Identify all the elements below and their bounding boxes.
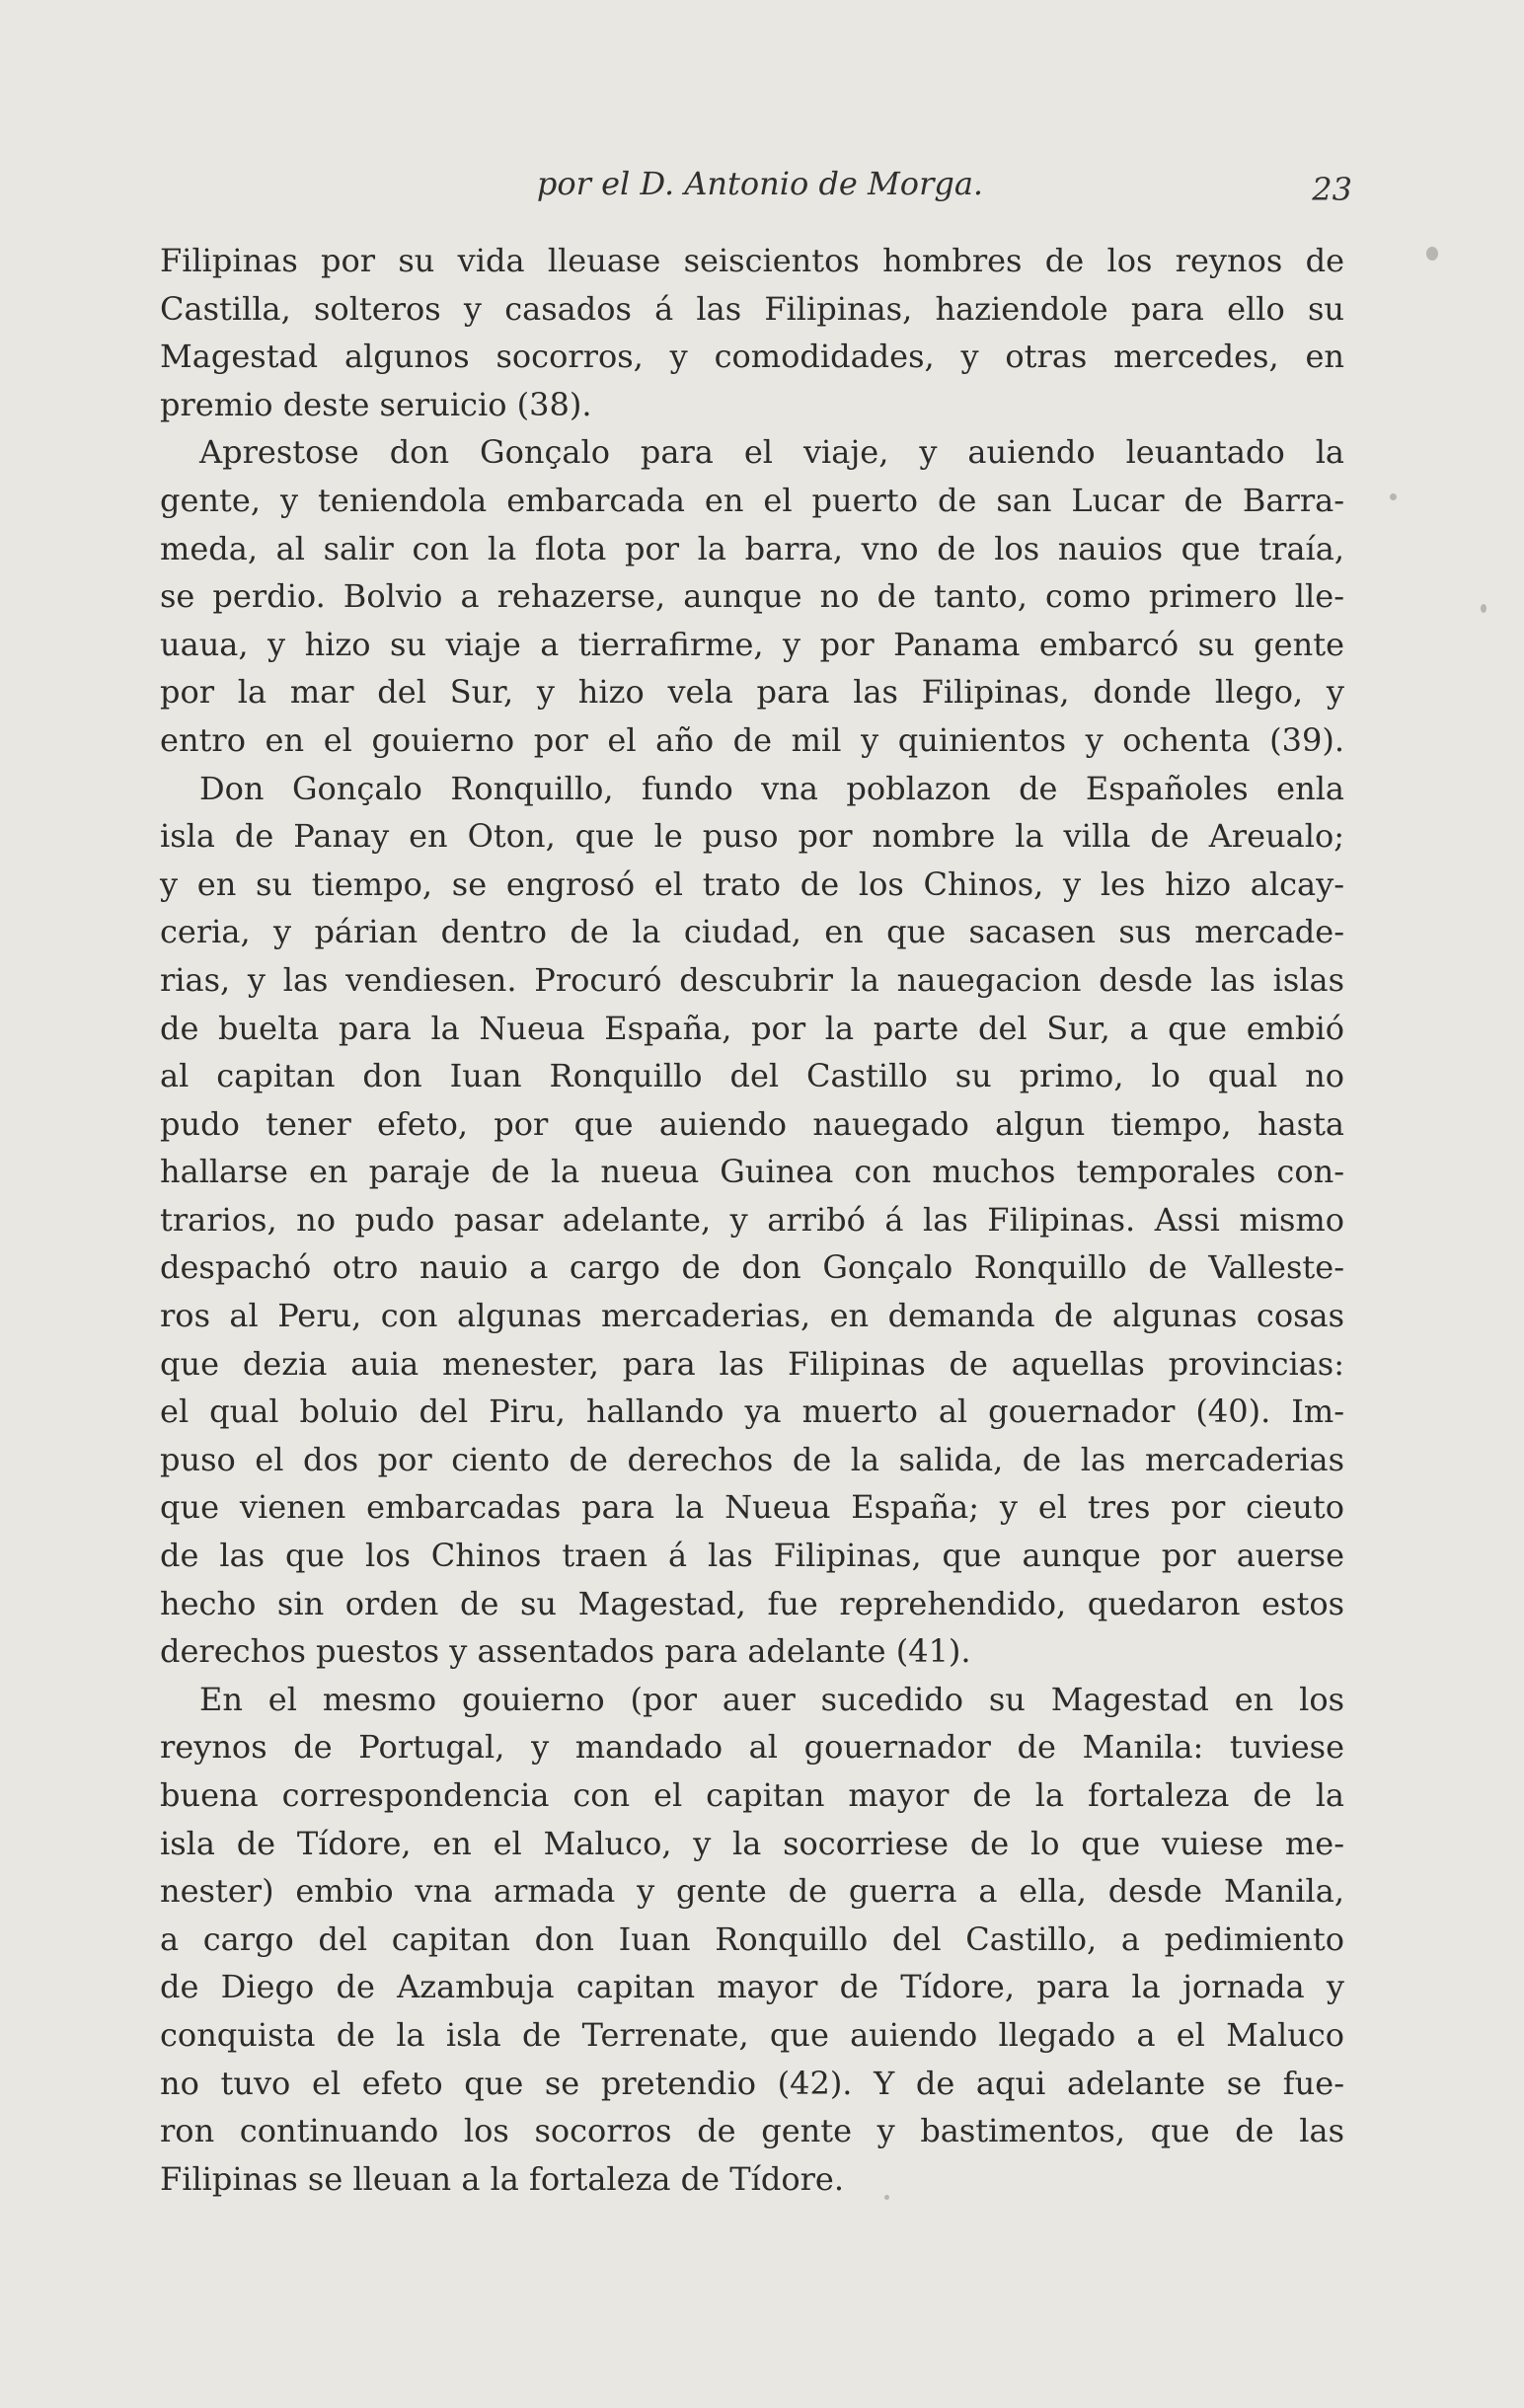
text-line: derechos puestos y assentados para adelante (41).: [160, 1632, 971, 1671]
text-line: conquista de la isla de Terrenate, que auiendo llegado a el Maluco: [160, 2015, 1344, 2054]
text-line: a cargo del capitan don Iuan Ronquillo del Castillo, a pedimiento: [160, 1919, 1344, 1958]
running-head: [168, 158, 1352, 209]
text-line: Filipinas se lleuan a la fortaleza de Tídore.: [160, 2159, 844, 2198]
text-line: reynos de Portugal, y mandado al gouernador de Manila: tuviese: [160, 1728, 1344, 1767]
text-line: rias, y las vendiesen. Procuró descubrir la nauegacion desde las islas: [160, 960, 1344, 999]
text-line: Magestad algunos socorros, y comodidades, y otras mercedes, en: [160, 338, 1344, 376]
text-line: ros al Peru, con algunas mercaderias, en demanda de algunas cosas: [160, 1297, 1344, 1335]
paper-speck: [884, 2195, 889, 2200]
text-line: puso el dos por ciento de derechos de la salida, de las mercaderias: [160, 1440, 1344, 1478]
text-line: que dezia auia menester, para las Filipinas de aquellas provincias:: [160, 1344, 1344, 1383]
text-line: de las que los Chinos traen á las Filipinas, que aunque por auerse: [160, 1537, 1344, 1575]
text-line: isla de Panay en Oton, que le puso por nombre la villa de Areualo;: [160, 817, 1344, 856]
body-text: [160, 237, 1344, 2203]
text-line: pudo tener efeto, por que auiendo nauegado algun tiempo, hasta: [160, 1104, 1344, 1143]
text-line: premio deste seruicio (38).: [160, 385, 592, 423]
text-line: hallarse en paraje de la nueua Guinea con muchos temporales con-: [160, 1153, 1344, 1191]
text-line: de Diego de Azambuja capitan mayor de Tídore, para la jornada y: [160, 1968, 1344, 2006]
text-line: gente, y teniendola embarcada en el puerto de san Lucar de Barra-: [160, 481, 1344, 519]
running-title: por el D. Antonio de Morga.: [536, 165, 984, 202]
text-line: ron continuando los socorros de gente y bastimentos, que de las: [160, 2112, 1344, 2150]
text-line: no tuvo el efeto que se pretendio (42). Y de aqui adelante se fue-: [160, 2064, 1344, 2102]
page-number: 23: [1312, 171, 1352, 208]
paragraph-start-line: En el mesmo gouierno (por auer sucedido su Magestad en los: [199, 1680, 1344, 1718]
paper-speck: [1481, 604, 1486, 613]
text-line: se perdio. Bolvio a rehazerse, aunque no de tanto, como primero lle-: [160, 577, 1344, 616]
text-line: despachó otro nauio a cargo de don Gonçalo Ronquillo de Valleste-: [160, 1248, 1344, 1287]
text-line: isla de Tídore, en el Maluco, y la socorriese de lo que vuiese me-: [160, 1824, 1344, 1862]
text-line: al capitan don Iuan Ronquillo del Castillo su primo, lo qual no: [160, 1057, 1344, 1095]
text-line: Filipinas por su vida lleuase seiscientos hombres de los reynos de: [160, 242, 1344, 279]
text-line: hecho sin orden de su Magestad, fue reprehendido, quedaron estos: [160, 1584, 1344, 1622]
text-line: por la mar del Sur, y hizo vela para las Filipinas, donde llego, y: [160, 673, 1344, 712]
text-line: y en su tiempo, se engrosó el trato de los Chinos, y les hizo alcay-: [160, 865, 1344, 903]
paper-speck: [1426, 247, 1438, 261]
text-line: buena correspondencia con el capitan mayor de la fortaleza de la: [160, 1776, 1344, 1814]
text-line: nester) embio vna armada y gente de guerra a ella, desde Manila,: [160, 1872, 1344, 1911]
paragraph-start-line: Aprestose don Gonçalo para el viaje, y auiendo leuantado la: [199, 433, 1344, 472]
text-line: Castilla, solteros y casados á las Filipinas, haziendole para ello su: [160, 289, 1344, 328]
text-line: trarios, no pudo pasar adelante, y arribó á las Filipinas. Assi mismo: [160, 1200, 1344, 1239]
paragraph-start-line: Don Gonçalo Ronquillo, fundo vna poblazon de Españoles enla: [199, 769, 1344, 807]
text-line: uaua, y hizo su viaje a tierrafirme, y por Panama embarcó su gente: [160, 625, 1344, 663]
paper-speck: [1390, 493, 1397, 500]
text-line: de buelta para la Nueua España, por la parte del Sur, a que embió: [160, 1009, 1344, 1047]
text-line: entro en el gouierno por el año de mil y quinientos y ochenta (39).: [160, 720, 1344, 759]
text-line: que vienen embarcadas para la Nueua España; y el tres por cieuto: [160, 1488, 1344, 1527]
text-line: ceria, y párian dentro de la ciudad, en que sacasen sus mercade-: [160, 913, 1344, 951]
text-line: meda, al salir con la flota por la barra, vno de los nauios que traía,: [160, 529, 1344, 567]
text-line: el qual boluio del Piru, hallando ya muerto al gouernador (40). Im-: [160, 1392, 1344, 1431]
